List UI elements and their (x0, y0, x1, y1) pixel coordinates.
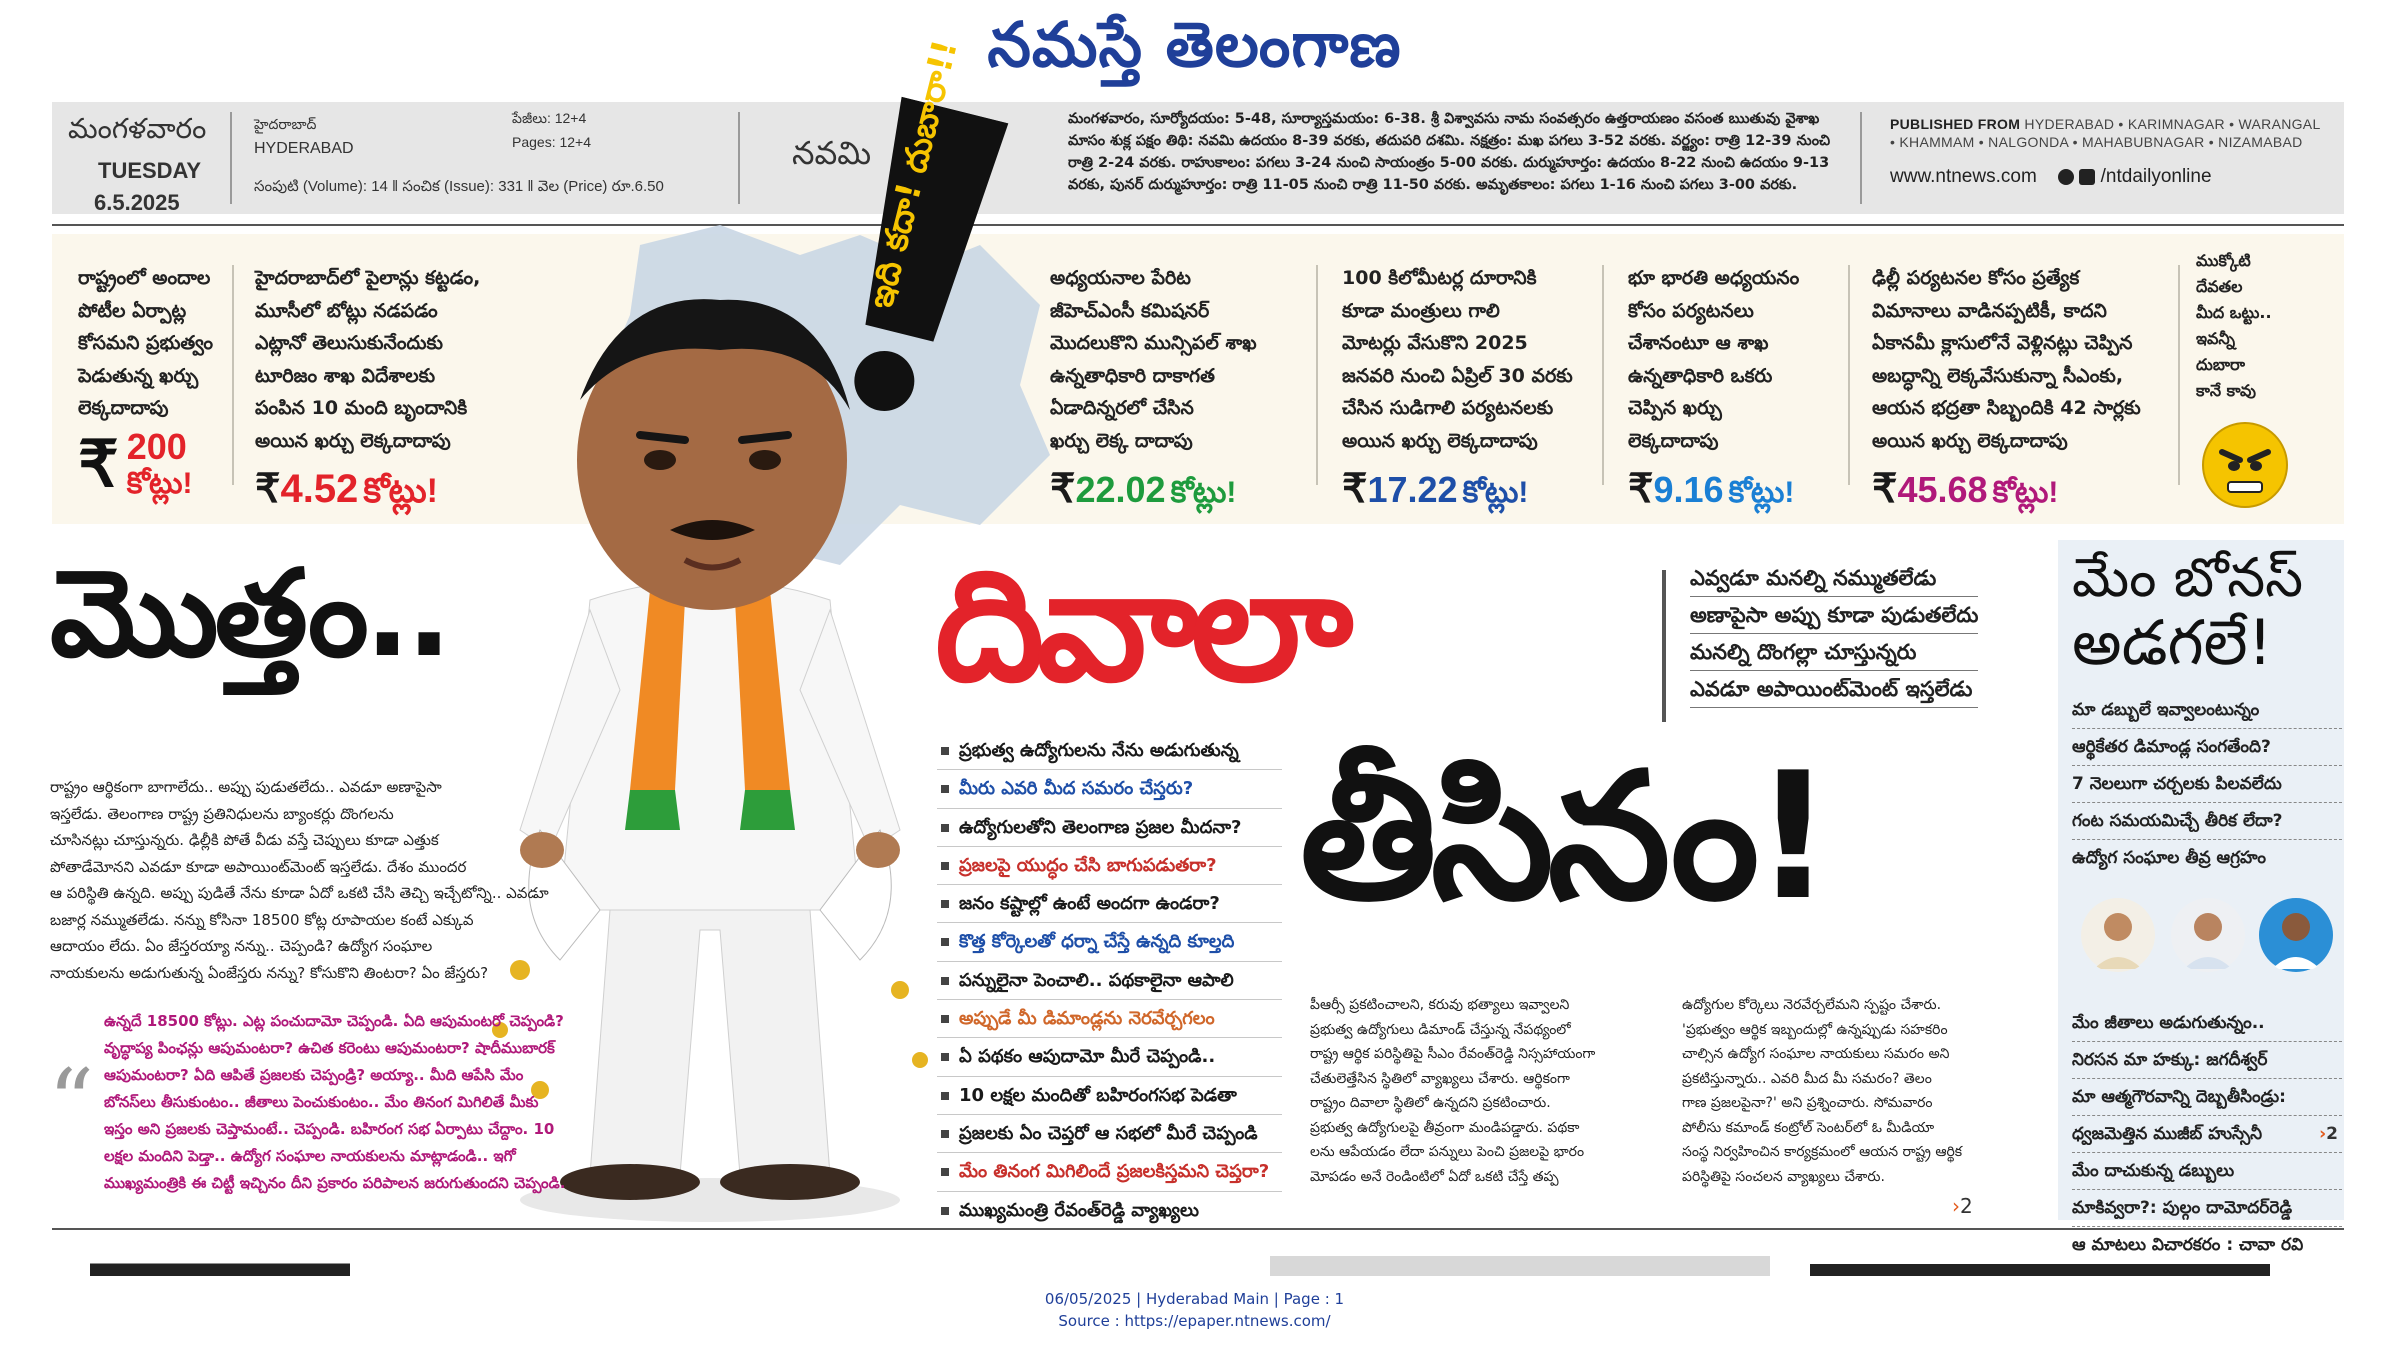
stat-text: చేసిన సుడిగాలి పర్యటనలకు (1342, 397, 1554, 419)
quote-line: అణాపైసా అప్పు కూడా పుడుతలేదు (1690, 599, 1978, 634)
side-note-line: ఇవన్నీ (2196, 329, 2236, 348)
body-line: లను ఆపేయడం లేదా పన్నులు పెంచి ప్రజలపై భారం (1310, 1144, 1585, 1160)
stat-text: 100 కిలోమీటర్ల దూరానికి (1342, 267, 1537, 289)
stat-col-4 (1342, 262, 1612, 509)
bullet-item: మీరు ఎవరి మీద సమరం చేస్తరు? (937, 770, 1282, 808)
stat-unit: కోట్లు! (1728, 476, 1795, 509)
day-telugu: మంగళవారం (68, 112, 207, 145)
city-english: HYDERABAD (254, 140, 354, 157)
body-line: ఆ పరిస్థితి ఉన్నది. అప్పు పుడితే నేను కూడా ఏదో ఒకటి చేసి తెచ్చి ఇచ్చేటోన్ని.. ఎవడూ (50, 884, 549, 902)
right-column-bottom (2072, 1005, 2342, 1263)
body-line: మోపడం అనే రెండింటిలో ఏదో ఒకటి చేస్తే తప్ప (1310, 1168, 1559, 1185)
stat-text: అధ్యయనాల పేరిట (1050, 267, 1191, 289)
next-story-headline (1810, 1256, 2270, 1276)
stat-text: లెక్కదాదాపు (1628, 429, 1719, 452)
next-story-image (1270, 1256, 1770, 1276)
avatar (2080, 897, 2156, 973)
quote-line: ఎవ్వడూ మనల్ని నమ్ముతలేడు (1690, 562, 1978, 597)
stat-text: లెక్కదాదాపు (78, 397, 169, 419)
stat-text: ఉన్నతాధికారి దాకాగత (1050, 364, 1215, 387)
body-line: పోలీసు కమాండ్ కంట్రోల్ సెంటర్‌లో ఓ మీడియా (1682, 1119, 1935, 1136)
right-column-content (2072, 548, 2342, 876)
stat-unit: కోట్లు! (363, 472, 438, 510)
bullet-item: అప్పుడే మీ డిమాండ్లను నెరవేర్చగలం (937, 1000, 1282, 1038)
bullet-item: ప్రజలకు ఏం చెప్తరో ఆ సభలో మీరే చెప్పండి (937, 1115, 1282, 1153)
angry-emoji-icon (2200, 420, 2290, 510)
stat-text: ఏకానమీ క్లాసులోనే వెళ్లినట్లు చెప్పిన (1872, 332, 2133, 354)
stat-text: భూ భారతి అధ్యయనం (1628, 267, 1800, 289)
panchangam-line: వరకు, పునర్ దుర్ముహూర్తం: రాత్రి 11-05 నుంచి రాత్రి 11-50 వరకు. అమృతకాలం: పగలు 1-16 నుంచి పగలు 3-00 వరకు. (1068, 177, 1798, 193)
quote-bar (1662, 570, 1666, 722)
footer-page-info: 06/05/2025 | Hyderabad Main | Page : 1 (1044, 1290, 1345, 1308)
bullet-item: ప్రజలపై యుద్ధం చేసి బాగుపడుతరా? (937, 847, 1282, 885)
divider (232, 265, 234, 485)
published-cities-2: • KHAMMAM • NALGONDA • MAHABUBNAGAR • NIZAMABAD (1890, 134, 2303, 150)
stat-text: అయిన ఖర్చు లెక్కదాదాపు (255, 429, 451, 452)
social-handle[interactable]: /ntdailyonline (2100, 166, 2212, 187)
right-line: ఉద్యోగ సంఘాల తీవ్ర ఆగ్రహం (2072, 848, 2266, 868)
stat-text: రాష్ట్రంలో అందాల (78, 267, 211, 289)
pink-line: ముఖ్యమంత్రికి ఈ చిట్టీ ఇచ్చినం దీని ప్రకారం పరిపాలన జరుగుతుందని చెప్పండి. (104, 1174, 566, 1192)
stat-text: పంపిన 10 మంది బృందానికి (255, 397, 468, 419)
stat-text: కోసం పర్యటనలు (1628, 299, 1754, 322)
stat-text: కూడా మంత్రులు గాలి (1342, 299, 1500, 322)
bullet-item: ఏ పథకం ఆపుదామో మీరే చెప్పండి.. (937, 1038, 1282, 1076)
stat-text: హైదరాబాద్‌లో పైలాన్లు కట్టడం, (255, 267, 481, 289)
quote-line: మనల్ని దొంగల్లా చూస్తున్నరు (1690, 636, 1978, 671)
divider (1860, 112, 1862, 204)
stat-text: ఉన్నతాధికారి ఒకరు (1628, 364, 1773, 387)
body-line: చాల్సిన ఉద్యోగ సంఘాల నాయకులు సమరం అని (1682, 1046, 1950, 1062)
bullet-item: పన్నులైనా పెంచాలి.. పథకాలైనా ఆపాలి (937, 962, 1282, 1000)
stat-text: పోటీల ఏర్పాట్ల (78, 299, 187, 322)
panchangam-block (1068, 102, 1918, 214)
body-line: రాష్ట్రం ఆర్థికంగా బాగాలేదు.. అప్పు పుడుతలేదు.. ఎవడూ అణాపైసా (50, 778, 442, 796)
pages-english: Pages: 12+4 (512, 134, 592, 150)
body-line: సంస్థ నిర్వహించిన కార్యక్రమంలో ఆయన రాష్ట్ర ఆర్థిక (1682, 1144, 1963, 1160)
pink-line: బోనస్‌లు తీసుకుంటం.. జీతాలు పెంచుకుంటం.. మేం తినంగ మిగిలితే మీకు (104, 1093, 539, 1111)
bullet-item: ప్రభుత్వ ఉద్యోగులను నేను అడుగుతున్న (937, 732, 1282, 770)
chevron-right-icon: › (2319, 1124, 2327, 1144)
stat-text: మోటర్లు వేసుకొని 2025 (1342, 332, 1528, 354)
body-line: గాణ ప్రజలపైనా?' అని ప్రశ్నించారు. సోమవారం (1682, 1095, 1933, 1111)
divider (738, 112, 740, 204)
body-column-2 (1682, 993, 2042, 1189)
social-icons (2058, 169, 2074, 185)
stat-col-6 (1872, 262, 2172, 509)
stat-text: జనవరి నుంచి ఏప్రిల్ 30 వరకు (1342, 364, 1573, 387)
stat-text: కోసమని ప్రభుత్వం (78, 332, 213, 354)
chevron-right-icon: › (1952, 1194, 1960, 1218)
right-line: మాకివ్వరా?: పుల్గం దామోదర్‌రెడ్డి (2072, 1190, 2342, 1227)
masthead-title: నమస్తే తెలంగాణ (987, 8, 1402, 81)
bullet-item: జనం కష్టాల్లో ఉంటే అందగా ఉండరా? (937, 885, 1282, 923)
divider (1316, 265, 1318, 485)
body-line: రాష్ట్ర ఆర్థిక పరిస్థితిపై సీఎం రేవంత్‌రెడ్డి నిస్సహాయంగా (1310, 1046, 1596, 1062)
body-line: పోతాడేమోనని ఎవడూ కూడా అపాయింట్‌మెంట్ ఇస్తలేడు. దేశం ముందర (50, 857, 467, 876)
stat-amount: 22.02 (1075, 469, 1166, 510)
headline-diwala: దివాలా (935, 535, 1346, 716)
panchangam-line: మంగళవారం, సూర్యోదయం: 5-48, సూర్యాస్తమయం: 6-38. శ్రీ విశ్వావసు నామ సంవత్సరం ఉత్తరాయణం వసంత ఋతువు వైశాఖ (1068, 111, 1820, 127)
stat-col-5 (1628, 262, 1868, 509)
divider (2178, 265, 2180, 485)
stat-amount: 9.16 (1653, 469, 1724, 510)
body-column-1 (1310, 993, 1660, 1189)
divider (230, 112, 232, 204)
stat-unit: కోట్లు! (1462, 476, 1529, 509)
body-line: ఇస్తలేడు. తెలంగాణ రాష్ట్ర ప్రతినిధులను బ్యాంకర్లు దొంగలను (50, 804, 394, 823)
stat-amount: 4.52 (280, 467, 359, 511)
body-line: ప్రభుత్వ ఉద్యోగులపై తీవ్రంగా మండిపడ్డారు. పథకా (1310, 1119, 1580, 1136)
side-note (2196, 248, 2306, 404)
rupee-icon: ₹ (1628, 467, 1654, 511)
pink-quote-text (104, 1008, 594, 1197)
left-body-text (50, 774, 550, 986)
stat-text: చేశానంటూ ఆ శాఖ (1628, 332, 1769, 354)
side-note-line: కానే కావు (2196, 381, 2257, 400)
social-icons (2079, 169, 2095, 185)
stat-text: టూరిజం శాఖ విదేశాలకు (255, 364, 436, 387)
stat-amount: 45.68 (1897, 469, 1988, 510)
footer-source[interactable]: Source : https://epaper.ntnews.com/ (1058, 1312, 1331, 1330)
bullet-item: ఉద్యోగులతోని తెలంగాణ ప్రజల మీదనా? (937, 809, 1282, 847)
continued-page-ref[interactable]: ›2 (1952, 1194, 1973, 1218)
publication-block (1890, 102, 2340, 214)
right-line: ఆర్థికేతర డిమాండ్ల సంగతేంది? (2072, 729, 2342, 766)
bottom-rule (52, 1228, 2344, 1230)
body-line: 'ప్రభుత్వం ఆర్థిక ఇబ్బందుల్లో ఉన్నప్పుడు సహకరిం (1682, 1021, 1948, 1038)
side-note-line: మీద ఒట్టు.. (2196, 303, 2272, 322)
pink-line: లక్షల మందిని పెడ్తా.. ఉద్యోగ సంఘాల నాయకులను మాట్లాడండి.. ఇగో (104, 1147, 516, 1165)
stat-text: జీహెచ్‌ఎంసీ కమిషనర్ (1050, 299, 1210, 322)
stat-unit: కోట్లు! (1170, 476, 1237, 509)
body-line: పీఆర్సీ ప్రకటించాలని, కరువు భత్యాలు ఇవ్వాలని (1310, 997, 1570, 1013)
next-story-headline (90, 1258, 350, 1276)
rupee-icon: ₹ (1342, 467, 1368, 511)
quote-block (1690, 562, 1978, 710)
bullet-item: కొత్త కోర్కెలతో ధర్నా చేస్తే ఉన్నది కూల్తది (937, 923, 1282, 961)
right-headline-2: అడగలే! (2072, 606, 2273, 679)
rupee-icon: ₹ (255, 467, 281, 511)
side-note-line: దేవతల (2196, 277, 2243, 296)
headline-muttam: మొత్తం.. (50, 545, 448, 684)
stat-amount: 17.22 (1367, 469, 1458, 510)
pink-line: ఇస్తం అని ప్రజలకు చెప్తామంటే.. చెప్పండి. బహిరంగ సభ ఏర్పాటు చేద్దాం. 10 (104, 1120, 555, 1138)
quote-line: ఎవడూ అపాయింట్‌మెంట్ ఇస్తలేడు (1690, 673, 1978, 708)
body-line: పరిస్థితిపై సంచలన వ్యాఖ్యలు చేశారు. (1682, 1168, 1885, 1185)
stat-text: మూసీలో బోట్లు నడపడం (255, 299, 438, 322)
date-block (68, 102, 268, 214)
city-telugu: హైదరాబాద్ (254, 116, 317, 132)
stat-text: మొదలుకొని మున్సిపల్ శాఖ (1050, 332, 1257, 354)
body-line: బజార్ల నమ్ముతలేడు. నన్ను కోసినా 18500 కోట్ల రూపాయల కంటే ఎక్కువ (50, 910, 474, 929)
body-line: ప్రకటిస్తున్నారు.. ఎవరి మీద మీ సమరం? తెలం (1682, 1070, 1932, 1087)
rupee-icon: ₹ (78, 427, 119, 500)
quote-mark-icon: “ (48, 1050, 95, 1155)
stat-text: అయిన ఖర్చు లెక్కదాదాపు (1342, 429, 1538, 452)
stat-text: అబద్ధాన్ని లెక్కవేసుకున్నా సీఎంకు, (1872, 364, 2124, 387)
day-english: TUESDAY (98, 158, 202, 183)
right-line: మా ఆత్మగౌరవాన్ని దెబ్బతీసిండ్రు: (2072, 1079, 2342, 1116)
body-line: రాష్ట్రం దివాలా స్థితిలో ఉన్నదని ప్రకటించారు. (1310, 1095, 1551, 1111)
right-line: నిరసన మా హక్కు: జగదీశ్వర్ (2072, 1042, 2342, 1079)
stat-unit: కోట్లు! (126, 466, 193, 500)
body-line: ప్రభుత్వ ఉద్యోగులు డిమాండ్ చేస్తున్న నేపథ్యంలో (1310, 1021, 1571, 1038)
body-line: చేతులెత్తేసిన స్థితిలో వ్యాఖ్యలు చేశారు. ఆర్థికంగా (1310, 1070, 1570, 1087)
body-line: నాయకులను అడుగుతున్న ఏంజేస్తరు నన్ను? కోసుకొని తింటరా? ఏం జేస్తరు? (50, 963, 489, 982)
avatar (2258, 897, 2334, 973)
right-line: మా డబ్బులే ఇవ్వాలంటున్నం (2072, 692, 2342, 729)
stat-text: ఆయన భద్రతా సిబ్బందికి 42 సార్లకు (1872, 397, 2141, 419)
stat-text: ఢిల్లీ పర్యటనల కోసం ప్రత్యేక (1872, 267, 2080, 289)
panchangam-line: మాసం శుక్ల పక్షం తిథి: నవమి ఉదయం 8-39 వరకు, తదుపరి దశమి. నక్షత్రం: మఖ పగలు 3-52 వరకు. వర్జ్యం: రాత్రి 12-39 నుంచి (1068, 133, 1831, 149)
bullet-item: 10 లక్షల మందితో బహిరంగసభ పెడతా (937, 1077, 1282, 1115)
pink-line: ఆపుమంటరా? ఏది ఆపితే ప్రజలకు చెప్పండ్రి? అయ్యా.. మీది ఆపేసి మేం (104, 1066, 524, 1084)
headline-teesinam: తీసినం! (1300, 736, 1828, 939)
right-headline-1: మేం బోనస్ (2072, 546, 2304, 609)
side-note-line: ముక్కోటి (2196, 251, 2251, 270)
stat-unit: కోట్లు! (1992, 476, 2059, 509)
website-link[interactable]: www.ntnews.com (1890, 166, 2037, 187)
right-line: ధ్వజమెత్తిన ముజీబ్ హుస్సేనీ ›2 (2072, 1116, 2342, 1153)
pages-telugu: పేజీలు: 12+4 (512, 110, 587, 126)
stat-col-1 (78, 262, 278, 499)
divider (1848, 265, 1850, 485)
published-cities-1: HYDERABAD • KARIMNAGAR • WARANGAL (2024, 116, 2321, 132)
bullet-item: మేం తినంగ మిగిలిందే ప్రజలకిస్తమని చెప్తరా? (937, 1153, 1282, 1191)
body-line: ఉద్యోగుల కోర్కెలు నెరవేర్చలేమని స్పష్టం చేశారు. (1682, 997, 1942, 1013)
divider (1602, 265, 1604, 485)
issue-date: 6.5.2025 (94, 190, 180, 215)
stat-text: చెప్పిన ఖర్చు (1628, 397, 1722, 419)
stat-text: పెడుతున్న ఖర్చు (78, 364, 199, 387)
right-page-ref[interactable]: 2 (2326, 1124, 2338, 1144)
bullet-list (937, 732, 1282, 1230)
published-label: PUBLISHED FROM (1890, 116, 2021, 132)
pink-line: ఉన్నదే 18500 కోట్లు. ఎట్ల పంచుదామో చెప్పండి. ఏది ఆపుమంటరో చెప్పండి? (104, 1012, 564, 1030)
ribbon-text: ఇది కదా! దుబారా!! (860, 36, 966, 313)
stat-text: విమానాలు వాడినప్పటికీ, కాదని (1872, 299, 2107, 322)
avatar (2170, 897, 2246, 973)
tithi: నవమి (792, 134, 872, 172)
volume-line: సంపుటి (Volume): 14 ‖ సంచిక (Issue): 331 ‖ వెల (Price) రూ.6.50 (254, 178, 664, 195)
top-rule (52, 224, 2344, 226)
rupee-icon: ₹ (1872, 467, 1898, 511)
stat-col-3 (1050, 262, 1320, 509)
right-line: మేం దాచుకున్న డబ్బులు (2072, 1153, 2342, 1190)
stat-text: అయిన ఖర్చు లెక్కదాదాపు (1872, 429, 2068, 452)
stat-text: ఏడాదిన్నరలో చేసిన (1050, 397, 1194, 419)
stat-amount: 200 (126, 425, 187, 467)
right-line: గంట సమయమిచ్చే తీరిక లేదా? (2072, 803, 2342, 840)
right-line: 7 నెలలుగా చర్చలకు పిలవలేదు (2072, 766, 2342, 803)
rupee-icon: ₹ (1050, 467, 1076, 511)
side-note-line: దుబారా (2196, 355, 2245, 374)
right-line: మేం జీతాలు అడుగుతున్నం.. (2072, 1005, 2342, 1042)
right-line: ఆ మాటలు విచారకరం : చావా రవి (2072, 1235, 2304, 1255)
body-line: ఆదాయం లేదు. ఏం జేస్తరయ్యా నన్ను.. చెప్పండి? ఉద్యోగ సంఘాల (50, 937, 433, 955)
info-strip (52, 102, 2344, 214)
panchangam-line: రాత్రి 2-24 వరకు. రాహుకాలం: పగలు 3-24 నుంచి సాయంత్రం 5-00 వరకు. దుర్ముహూర్తం: ఉదయం 8-22 నుంచి ఉదయం 9-13 (1068, 155, 1830, 171)
stat-text: ఖర్చు లెక్క దాదాపు (1050, 429, 1193, 452)
body-line: చూసినట్లు చూస్తున్నరు. ఢిల్లీకి పోతే వీడు వస్తే చెప్పులు కూడా ఎత్తుక (50, 831, 439, 849)
pink-line: వృద్ధాప్య పింఛన్లు ఆపుమంటరా? ఉచిత కరెంటు ఆపుమంటరా? షాదీముబారక్ (104, 1039, 555, 1057)
stat-text: ఎట్లానో తెలుసుకునేందుకు (255, 332, 443, 354)
bullet-item: ముఖ్యమంత్రి రేవంత్‌రెడ్డి వ్యాఖ్యలు (937, 1192, 1282, 1230)
